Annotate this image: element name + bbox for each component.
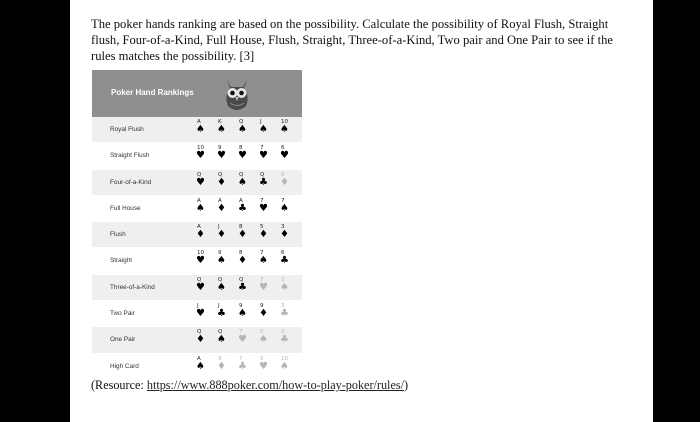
card-suit-icon: ♠ xyxy=(217,124,226,135)
playing-card xyxy=(194,303,208,323)
card-rank: J xyxy=(197,303,199,310)
ranking-row xyxy=(92,196,302,222)
hand-name: Flush xyxy=(110,231,126,239)
card-rank: Q xyxy=(218,171,223,178)
playing-card xyxy=(236,277,250,297)
card-suit-icon: ♠ xyxy=(217,281,226,293)
card-rank: 10 xyxy=(281,119,288,125)
ranking-row xyxy=(92,117,302,143)
card-rank: 7 xyxy=(260,250,264,257)
card-rank: Q xyxy=(260,171,265,178)
card-rank: 7 xyxy=(239,329,243,336)
playing-card xyxy=(278,356,292,376)
card-rank: J xyxy=(218,224,220,231)
card-rank: Q xyxy=(218,276,223,283)
owl-logo-icon xyxy=(219,74,255,114)
card-rank: 10 xyxy=(197,250,204,257)
rankings-title: Poker Hand Rankings xyxy=(111,88,194,97)
playing-card xyxy=(236,119,250,139)
card-rank: 7 xyxy=(281,197,285,204)
card-rank: 7 xyxy=(239,355,243,362)
card-rank: 9 xyxy=(218,250,222,257)
hand-name: Full House xyxy=(110,204,141,212)
card-rank: 7 xyxy=(260,197,264,204)
card-suit-icon: ♣ xyxy=(259,176,268,188)
card-suit-icon: ♣ xyxy=(238,360,247,372)
playing-card xyxy=(194,172,208,192)
poker-hand-rankings-image xyxy=(92,70,302,370)
playing-card xyxy=(278,224,292,244)
playing-card xyxy=(236,303,250,323)
card-suit-icon: ♥ xyxy=(280,150,289,162)
card-rank: 7 xyxy=(260,276,264,283)
card-suit-icon: ♠ xyxy=(280,124,289,135)
playing-card xyxy=(215,277,229,297)
card-suit-icon: ♠ xyxy=(259,334,268,346)
resource-prefix: (Resource: xyxy=(91,378,147,392)
card-rank: 9 xyxy=(218,355,222,362)
card-rank: 8 xyxy=(239,224,243,231)
hand-name: Straight Flush xyxy=(110,152,150,160)
resource-link[interactable]: https://www.888poker.com/how-to-play-poker/rules/ xyxy=(146,378,404,392)
card-suit-icon: ♥ xyxy=(259,281,268,293)
playing-card xyxy=(236,145,250,165)
card-rank: 6 xyxy=(281,145,285,152)
card-rank: 8 xyxy=(239,250,243,257)
card-suit-icon: ♠ xyxy=(196,360,205,372)
ranking-row xyxy=(92,248,302,274)
card-rank: A xyxy=(197,224,201,231)
card-suit-icon: ♥ xyxy=(259,360,268,372)
hand-name: High Card xyxy=(110,362,139,370)
card-rank: 5 xyxy=(260,224,264,231)
card-rank: 9 xyxy=(239,303,243,310)
playing-card xyxy=(236,250,250,270)
playing-card xyxy=(278,303,292,323)
card-suit-icon: ♦ xyxy=(217,202,226,214)
playing-card xyxy=(194,329,208,349)
card-suit-icon: ♠ xyxy=(280,202,289,214)
ranking-row xyxy=(92,275,302,301)
playing-card xyxy=(215,303,229,323)
playing-card xyxy=(257,303,271,323)
card-suit-icon: ♦ xyxy=(280,176,289,188)
card-suit-icon: ♥ xyxy=(196,308,205,320)
ranking-row xyxy=(92,354,302,380)
card-suit-icon: ♠ xyxy=(280,360,289,372)
card-rank: 5 xyxy=(260,329,264,336)
playing-card xyxy=(278,277,292,297)
card-rank: 3 xyxy=(281,303,285,310)
playing-card xyxy=(257,250,271,270)
playing-card xyxy=(257,119,271,139)
card-suit-icon: ♠ xyxy=(259,255,268,267)
card-rank: 8 xyxy=(239,145,243,152)
card-rank: 3 xyxy=(281,276,285,283)
playing-card xyxy=(278,250,292,270)
card-rank: 6 xyxy=(281,250,285,257)
card-suit-icon: ♦ xyxy=(238,255,247,267)
card-suit-icon: ♥ xyxy=(259,202,268,214)
card-suit-icon: ♥ xyxy=(238,150,247,162)
card-suit-icon: ♦ xyxy=(238,229,247,241)
card-suit-icon: ♣ xyxy=(280,255,289,267)
playing-card xyxy=(257,329,271,349)
playing-card xyxy=(236,329,250,349)
card-suit-icon: ♠ xyxy=(280,281,289,293)
playing-card xyxy=(215,172,229,192)
card-suit-icon: ♠ xyxy=(217,255,226,267)
card-rank: 3 xyxy=(281,224,285,231)
card-rank: 10 xyxy=(281,355,288,362)
playing-card xyxy=(194,224,208,244)
card-rank: Q xyxy=(197,171,202,178)
playing-card xyxy=(215,224,229,244)
card-suit-icon: ♠ xyxy=(259,124,268,135)
card-rank: 5 xyxy=(260,355,264,362)
ranking-row xyxy=(92,301,302,327)
card-suit-icon: ♦ xyxy=(196,229,205,241)
playing-card xyxy=(236,356,250,376)
playing-card xyxy=(257,356,271,376)
playing-card xyxy=(257,224,271,244)
card-suit-icon: ♣ xyxy=(238,202,247,214)
playing-card xyxy=(215,119,229,139)
card-suit-icon: ♠ xyxy=(217,334,226,346)
playing-card xyxy=(215,329,229,349)
card-rank: Q xyxy=(239,276,244,283)
card-suit-icon: ♠ xyxy=(196,124,205,135)
card-rank: J xyxy=(218,303,220,310)
card-suit-icon: ♣ xyxy=(280,334,289,346)
card-rank: Q xyxy=(239,119,244,125)
rankings-header xyxy=(92,70,302,117)
playing-card xyxy=(215,250,229,270)
resource-suffix: ) xyxy=(403,378,409,392)
card-suit-icon: ♦ xyxy=(217,176,226,188)
playing-card xyxy=(215,145,229,165)
ranking-row xyxy=(92,222,302,248)
card-rank: A xyxy=(197,197,201,204)
playing-card xyxy=(278,198,292,218)
card-suit-icon: ♠ xyxy=(196,202,205,214)
card-rank: 9 xyxy=(260,303,264,310)
card-suit-icon: ♦ xyxy=(217,360,226,372)
playing-card xyxy=(194,145,208,165)
playing-card xyxy=(194,356,208,376)
card-suit-icon: ♣ xyxy=(280,308,289,320)
card-suit-icon: ♥ xyxy=(238,334,247,346)
card-suit-icon: ♥ xyxy=(196,281,205,293)
card-rank: Q xyxy=(239,171,244,178)
card-rank: J xyxy=(260,119,262,125)
playing-card xyxy=(236,224,250,244)
card-suit-icon: ♥ xyxy=(259,150,268,162)
card-suit-icon: ♦ xyxy=(259,229,268,241)
card-rank: A xyxy=(218,197,222,204)
card-rank: A xyxy=(197,355,201,362)
card-suit-icon: ♥ xyxy=(196,176,205,188)
playing-card xyxy=(278,145,292,165)
playing-card xyxy=(257,145,271,165)
hand-name: Three-of-a-Kind xyxy=(110,283,155,291)
card-suit-icon: ♥ xyxy=(196,255,205,267)
card-suit-icon: ♥ xyxy=(196,150,205,162)
playing-card xyxy=(215,356,229,376)
card-rank: 5 xyxy=(281,171,285,178)
card-rank: Q xyxy=(218,329,223,336)
card-rank: 7 xyxy=(260,145,264,152)
card-rank: 10 xyxy=(197,145,204,152)
playing-card xyxy=(257,172,271,192)
card-rank: K xyxy=(218,119,222,125)
card-rank: A xyxy=(197,119,201,125)
card-rank: A xyxy=(239,197,243,204)
hand-name: One Pair xyxy=(110,336,136,344)
card-suit-icon: ♦ xyxy=(259,308,268,320)
card-suit-icon: ♣ xyxy=(238,281,247,293)
ranking-row xyxy=(92,170,302,196)
playing-card xyxy=(215,198,229,218)
card-suit-icon: ♠ xyxy=(238,176,247,188)
card-suit-icon: ♠ xyxy=(238,124,247,135)
ranking-row xyxy=(92,143,302,169)
card-suit-icon: ♣ xyxy=(217,308,226,320)
resource-line xyxy=(91,378,408,393)
card-rank: 2 xyxy=(281,329,285,336)
playing-card xyxy=(194,198,208,218)
card-rank: Q xyxy=(197,276,202,283)
playing-card xyxy=(278,329,292,349)
card-rank: Q xyxy=(197,329,202,336)
ranking-row xyxy=(92,327,302,353)
hand-name: Four-of-a-Kind xyxy=(110,178,152,186)
hand-name: Straight xyxy=(110,257,133,265)
hand-name: Royal Flush xyxy=(110,126,144,133)
playing-card xyxy=(194,277,208,297)
rankings-list xyxy=(92,117,302,380)
card-rank: 9 xyxy=(218,145,222,152)
playing-card xyxy=(194,250,208,270)
card-suit-icon: ♠ xyxy=(238,308,247,320)
playing-card xyxy=(236,198,250,218)
card-suit-icon: ♦ xyxy=(280,229,289,241)
playing-card xyxy=(278,172,292,192)
playing-card xyxy=(257,277,271,297)
playing-card xyxy=(278,119,292,139)
card-suit-icon: ♦ xyxy=(217,229,226,241)
card-suit-icon: ♥ xyxy=(217,150,226,162)
playing-card xyxy=(194,119,208,139)
hand-name: Two Pair xyxy=(110,310,135,318)
card-suit-icon: ♦ xyxy=(196,334,205,346)
question-text: The poker hands ranking are based on the possibility. Calculate the possibility of Royal Flush, Straight flush, Four-of-a-Kind, Full House, Flush, Straight, Three-of-a-Kind, Two pair and One Pair to see if the rules matches the possibility. [3] xyxy=(91,17,613,63)
playing-card xyxy=(257,198,271,218)
document-page xyxy=(70,0,653,422)
playing-card xyxy=(236,172,250,192)
